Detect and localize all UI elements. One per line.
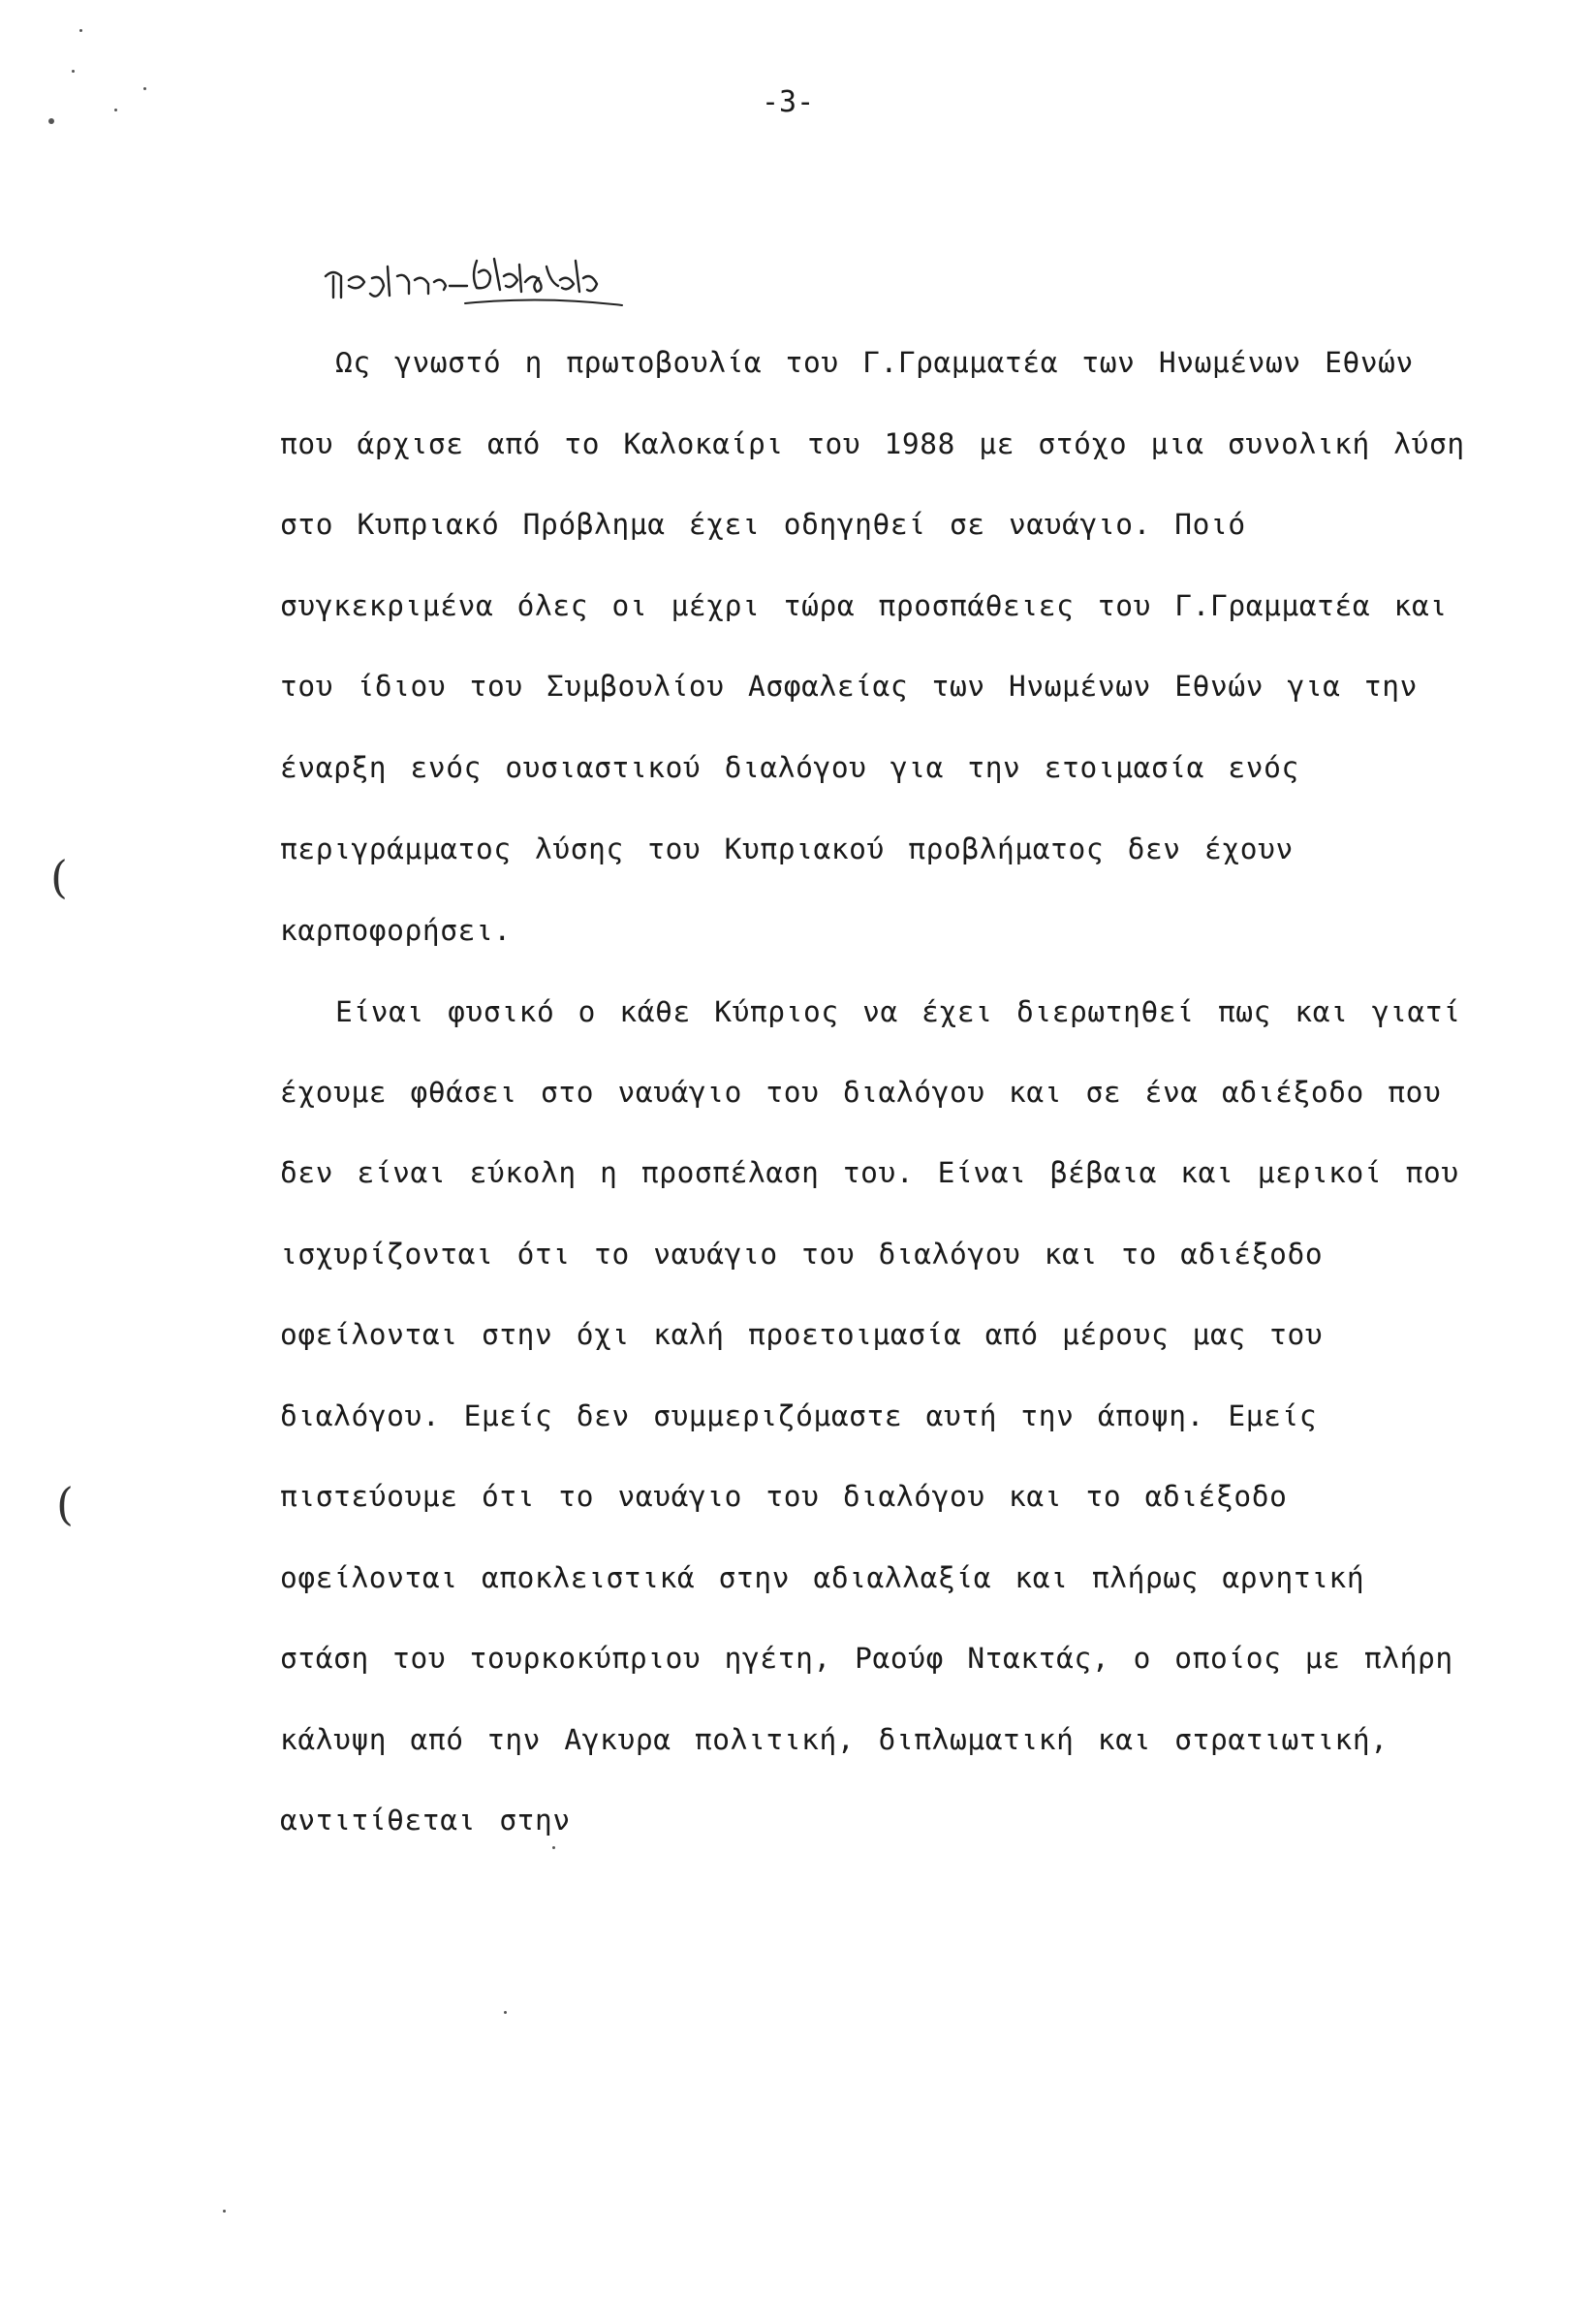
scan-speck <box>504 2011 507 2014</box>
body-line: αντιτίθεται στην <box>280 1804 571 1837</box>
body-line: κάλυψη από την Αγκυρα πολιτική, διπλωματική και στρατιωτική, <box>280 1723 1389 1756</box>
body-line: συγκεκριμένα όλες οι μέχρι τώρα προσπάθειες του Γ.Γραμματέα και <box>280 589 1448 622</box>
body-line: που άρχισε από το Καλοκαίρι του 1988 με στόχο μια συνολική λύση <box>280 427 1465 460</box>
body-line: καρποφορήσει. <box>280 914 512 947</box>
body-line: οφείλονται στην όχι καλή προετοιμασία από μέρους μας του <box>280 1318 1324 1351</box>
body-line: Είναι φυσικό ο κάθε Κύπριος να έχει διερωτηθεί πως και γιατί <box>335 995 1461 1028</box>
scan-speck <box>114 109 117 111</box>
body-line: οφείλονται αποκλειστικά στην αδιαλλαξία και πλήρως αρνητική <box>280 1561 1365 1594</box>
handwritten-note <box>320 247 640 315</box>
body-line: περιγράμματος λύσης του Κυπριακού προβλήματος δεν έχουν <box>280 832 1294 865</box>
scan-speck <box>552 1846 555 1849</box>
body-line: δεν είναι εύκολη η προσπέλαση του. Είναι βέβαια και μερικοί που <box>280 1156 1459 1189</box>
body-line: έχουμε φθάσει στο ναυάγιο του διαλόγου και σε ένα αδιέξοδο που <box>280 1076 1442 1109</box>
scan-speck <box>143 87 146 90</box>
body-line: έναρξη ενός ουσιαστικού διαλόγου για την ετοιμασία ενός <box>280 751 1299 784</box>
body-line: Ως γνωστό η πρωτοβουλία του Γ.Γραμματέα των Ηνωμένων Εθνών <box>335 346 1414 379</box>
body-line: πιστεύουμε ότι το ναυάγιο του διαλόγου και το αδιέξοδο <box>280 1480 1288 1513</box>
scan-speck <box>79 29 82 32</box>
body-line: στο Κυπριακό Πρόβλημα έχει οδηγηθεί σε ναυάγιο. Ποιό <box>280 508 1246 541</box>
body-line: του ίδιου του Συμβουλίου Ασφαλείας των Ηνωμένων Εθνών για την <box>280 670 1418 703</box>
body-line: ισχυρίζονται ότι το ναυάγιο του διαλόγου και το αδιέξοδο <box>280 1238 1324 1271</box>
body-line: διαλόγου. Εμείς δεν συμμεριζόμαστε αυτή την άποψη. Εμείς <box>280 1399 1318 1432</box>
scan-speck <box>223 2210 226 2213</box>
margin-mark: ( <box>50 851 68 903</box>
margin-mark: ( <box>56 1478 74 1530</box>
scan-speck <box>48 118 54 124</box>
body-line: στάση του τουρκοκύπριου ηγέτη, Ραούφ Ντακτάς, ο οποίος με πλήρη <box>280 1642 1453 1675</box>
scan-speck <box>72 70 75 73</box>
page-number: -3- <box>762 85 815 119</box>
